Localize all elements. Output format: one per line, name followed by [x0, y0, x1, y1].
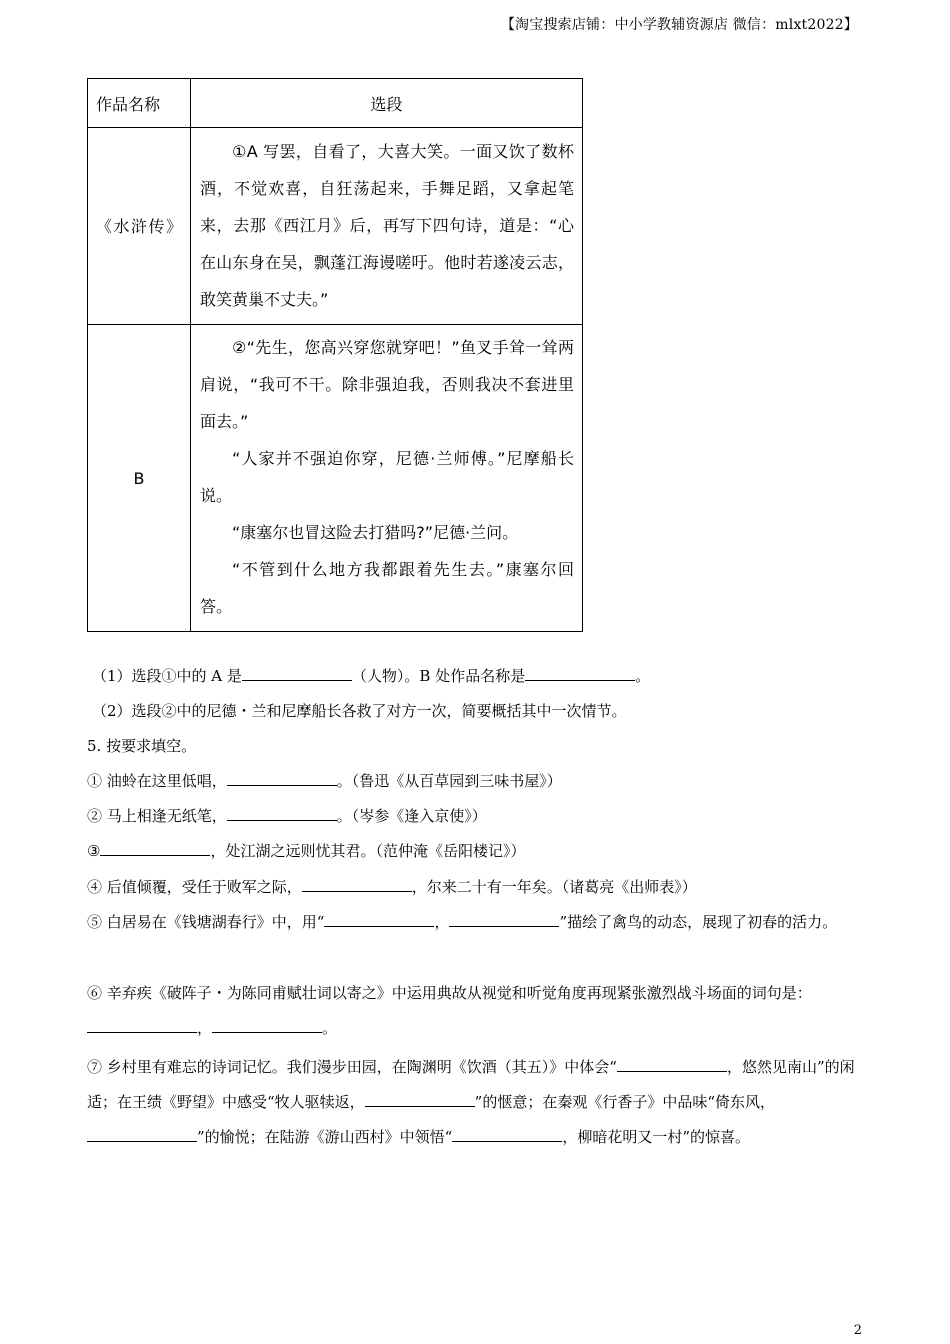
question-1: （1）选段①中的 A 是 （人物）。B 处作品名称是 。 — [87, 659, 867, 694]
fill-item-5: ⑤ 白居易在《钱塘湖春行》中，用“ ， ”描绘了禽鸟的动态，展现了初春的活力。 — [87, 905, 862, 940]
excerpt-paragraph: “康塞尔也冒这险去打猎吗?”尼德·兰问。 — [232, 523, 519, 542]
excerpt-paragraph: “不管到什么地方我都跟着先生去。”康塞尔回答。 — [200, 560, 574, 616]
answer-blank[interactable] — [242, 663, 352, 681]
fill-item-1: ① 油蛉在这里低唱， 。（鲁迅《从百草园到三味书屋》） — [87, 764, 862, 799]
excerpt-cell — [191, 128, 583, 325]
table-row — [88, 128, 583, 325]
fill-item-7: ⑦ 乡村里有难忘的诗词记忆。我们漫步田园，在陶渊明《饮酒（其五）》中体会“ ，悠然见南山”的闲适；在王绩《野望》中感受“牧人驱犊返， ”的惬意；在秦观《行香子》中品味“倚东风，”的愉悦；在陆游《游山西村》中领悟“ ，柳暗花明又一村”的惊喜。 — [87, 1050, 862, 1155]
page-number: 2 — [853, 1323, 862, 1338]
fill-item-2: ② 马上相逢无纸笔， 。（岑参《逢入京使》） — [87, 799, 862, 834]
answer-blank[interactable] — [365, 1089, 475, 1107]
answer-blank[interactable] — [100, 838, 210, 856]
answer-blank[interactable] — [525, 663, 635, 681]
fill-item-6: ⑥ 辛弃疾《破阵子・为陈同甫赋壮词以寄之》中运用典故从视觉和听觉角度再现紧张激烈战斗场面的词句是：， 。 — [87, 984, 812, 1037]
answer-blank[interactable] — [212, 1015, 322, 1033]
answer-blank[interactable] — [227, 803, 337, 821]
work-name-cell: B — [88, 325, 191, 632]
work-name-cell: 《水浒传》 — [88, 128, 191, 325]
question-2: （2）选段②中的尼德・兰和尼摩船长各救了对方一次，简要概括其中一次情节。 — [92, 702, 627, 720]
fill-item-4: ④ 后值倾覆，受任于败军之际， ，尔来二十有一年矣。（诸葛亮《出师表》） — [87, 870, 862, 905]
answer-blank[interactable] — [617, 1054, 727, 1072]
table-row — [88, 325, 583, 632]
column-header-work-name: 作品名称 — [88, 79, 191, 128]
excerpt-paragraph: “人家并不强迫你穿，尼德·兰师傅。”尼摩船长说。 — [200, 449, 574, 505]
answer-blank[interactable] — [452, 1124, 562, 1142]
works-table — [87, 78, 583, 632]
table-header-row — [88, 79, 583, 128]
answer-blank[interactable] — [87, 1124, 197, 1142]
question-5-heading: 5. 按要求填空。 — [87, 737, 197, 755]
excerpt-paragraph: ①A 写罢，自看了，大喜大笑。一面又饮了数杯酒，不觉欢喜，自狂荡起来，手舞足蹈，又拿起笔来，去那《西江月》后，再写下四句诗，道是：“心在山东身在吴，飘蓬江海谩嗟吁。他时若遂凌云志，敢笑黄巢不丈夫。” — [200, 141, 574, 309]
page-header: 【淘宝搜索店铺：中小学教辅资源店 微信：mlxt2022】 — [500, 17, 858, 33]
column-header-excerpt: 选段 — [191, 79, 583, 128]
fill-item-3: ③ ，处江湖之远则忧其君。（范仲淹《岳阳楼记》） — [87, 834, 862, 869]
answer-blank[interactable] — [302, 874, 412, 892]
answer-blank[interactable] — [227, 768, 337, 786]
answer-blank[interactable] — [324, 909, 434, 927]
excerpt-cell — [191, 325, 583, 632]
excerpt-paragraph: ②“先生，您高兴穿您就穿吧！”鱼叉手耸一耸两肩说，“我可不干。除非强迫我，否则我决不套进里面去。” — [200, 338, 574, 431]
answer-blank[interactable] — [87, 1015, 197, 1033]
answer-blank[interactable] — [449, 909, 559, 927]
